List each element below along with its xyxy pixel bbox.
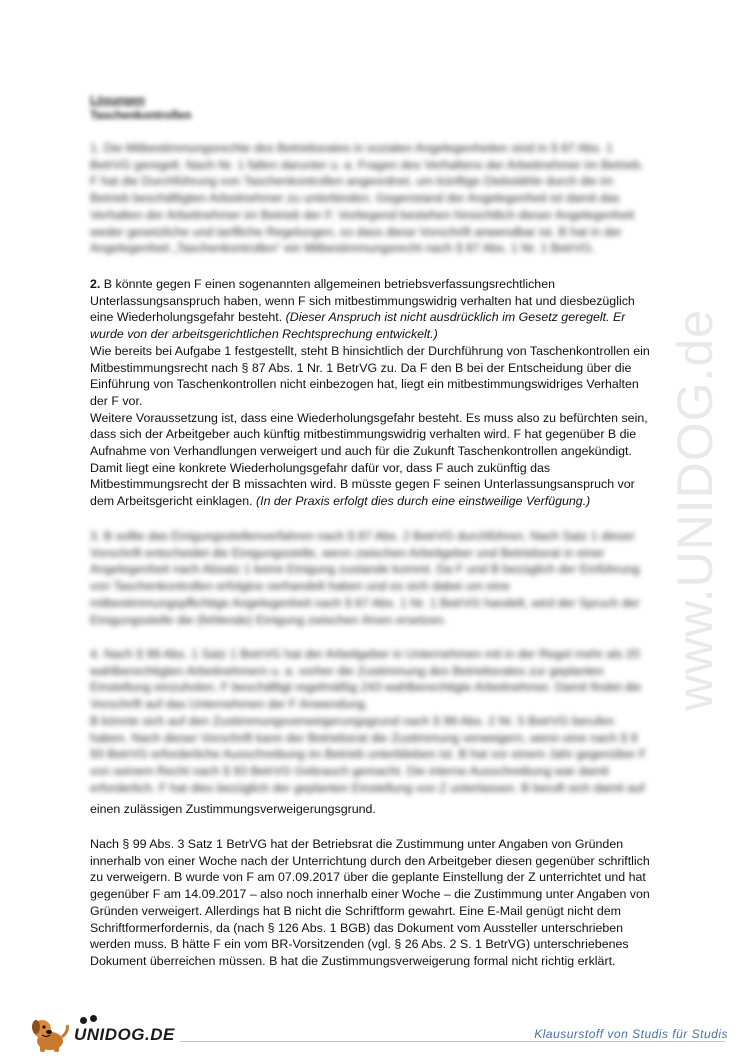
section-4-blurred [90,646,660,796]
blurred-line: Vorschrift auf das Unternehmen der F Anwendung. [90,697,369,712]
footer-tagline: Klausurstoff von Studis für Studis [534,1027,728,1041]
watermark-text: www.UNIDOG.de [667,309,723,711]
section-2-intro: B könnte gegen F einen sogenannten allgemeinen betriebsverfassungsrechtlichen Unterlassungsanspruch haben, wenn F sich mitbestimmungswidrig verhalten hat und diesbezüglich eine Wiederholungsgefahr besteht. [90,277,635,325]
blurred-line: mitbestimmungspflichtige Angelegenheit nach § 87 Abs. 1 Nr. 1 BetrVG handelt, wird der Spruch der [90,595,640,610]
section-2-paragraph-3-note: (In der Praxis erfolgt dies durch eine einstweilige Verfügung.) [256,494,591,509]
page-title: Lösungen [90,95,145,107]
blurred-line: 3. B sollte das Einigungsstellenverfahren nach § 87 Abs. 2 BetrVG durchführen. Nach Satz 1 dieser [90,529,635,543]
blurred-line: haben. Nach dieser Vorschrift kann der Betriebsrat die Zustimmung verweigern, wenn eine nach § 9 [90,730,638,745]
blurred-line: von seinem Recht nach § 93 BetrVG Gebrauch gemacht. Die interne Ausschreibung war damit [90,763,609,778]
page-subtitle: Taschenkontrollen [90,110,192,122]
section-2-intro-note: (Dieser Anspruch ist nicht ausdrücklich im Gesetz geregelt. Er wurde von der arbeitsgerichtlichen Rechtsprechung entwickelt.) [90,310,626,342]
blurred-line: Einstellung einzuholen. F beschäftigt regelmäßig 243 wahlberechtigte Arbeitnehmer. Damit findet die [90,680,642,695]
paw-icon [80,1017,87,1024]
blurred-line: 1. Die Mitbestimmungsrechte des Betriebsrates in sozialen Angelegenheiten sind in § 87 Abs. 1 [90,141,613,155]
section-5-paragraph: Nach § 99 Abs. 3 Satz 1 BetrVG hat der Betriebsrat die Zustimmung unter Angaben von Gründen innerhalb von einer Woche nach der Unterrichtung durch den Arbeitgeber diesen gegenüber schriftlich zu verweigern. B wurde von F am 07.09.2017 über die geplante Einstellung der Z unterrichtet und hat gegenüber F am 14.09.2017 – also noch innerhalb einer Woche – die Zustimmung unter Angaben von Gründen verweigert. Allerdings hat B nicht die Schriftform gewahrt. Eine E-Mail genügt nicht dem Schriftformerfordernis, da (nach § 126 Abs. 1 BGB) das Dokument vom Aussteller unterschrieben werden muss. B hätte F ein vom BR-Vorsitzenden (vgl. § 26 Abs. 2 S. 1 BetrVG) unterschriebenes Dokument überreichen müssen. B hat die Zustimmungsverweigerung formal nicht richtig erklärt. [90,837,650,968]
section-3-blurred [90,528,660,628]
section-4-tail: einen zulässigen Zustimmungsverweigerungsgrund. [90,802,376,816]
section-2 [90,276,660,510]
blurred-line: erforderlich. F hat dies bezüglich der geplanten Einstellung von Z unterlassen. B beruft sich damit auf [90,780,645,795]
paw-icon [90,1015,97,1022]
blurred-line: Betrieb beschäftigten Arbeitnehmer zu unterbinden. Gegenstand der Angelegenheit ist damit das [90,191,620,206]
blurred-line: 4. Nach § 99 Abs. 1 Satz 1 BetrVG hat der Arbeitgeber in Unternehmen mit in der Regel mehr als 20 [90,647,640,661]
blurred-line: Angelegenheit „Taschenkontrollen“ ein Mitbestimmungsrecht nach § 87 Abs. 1 Nr. 1 BetrVG. [90,241,595,256]
logo-text: UNIDOG.DE [74,1025,175,1044]
blurred-line: Einigungsstelle die (fehlende) Einigung zwischen ihnen ersetzen. [90,612,447,627]
footer-divider [180,1041,725,1042]
blurred-line: Vorschrift entscheidet die Einigungsstelle, wenn zwischen Arbeitgeber und Betriebsrat in einer [90,545,605,560]
blurred-line: F hat die Durchführung von Taschenkontrollen angeordnet, um künftige Diebstähle durch die im [90,174,614,189]
blurred-line: weder gesetzliche und tarifliche Regelungen, so dass diese Vorschrift anwendbar ist. B hat in der [90,224,622,239]
section-5 [90,836,660,970]
watermark [660,290,730,730]
blurred-line: Verhalten der Arbeitnehmer im Betrieb der F. Vorliegend bestehen hinsichtlich dieser Angelegenheit [90,207,635,222]
section-2-paragraph-2: Wie bereits bei Aufgabe 1 festgestellt, steht B hinsichtlich der Durchführung von Taschenkontrollen ein Mitbestimmungsrecht nach § 87 Abs. 1 Nr. 1 BetrVG zu. Da F den B bei der Entscheidung über die Einführung von Taschenkontrollen nicht einbezogen hat, liegt ein mitbestimmungswidriges Verhalten der F vor. [90,343,650,408]
section-2-paragraph-1 [90,276,660,343]
section-1-blurred [90,140,660,257]
blurred-line: von Taschenkontrollen erfolglos verhandelt haben und es sich dabei um eine [90,579,510,594]
blurred-line: 93 BetrVG erforderliche Ausschreibung im Betrieb unterblieben ist. B hat vor einem Jahr gegenüber F [90,747,647,762]
blurred-line: Angelegenheit nach Absatz 1 keine Einigung zustande kommt. Da F und B bezüglich der Einführung [90,562,640,577]
unidog-logo [28,1015,178,1055]
section-2-paragraph-3-text: Weitere Voraussetzung ist, dass eine Wiederholungsgefahr besteht. Es muss also zu befürchten sein, dass sich der Arbeitgeber auch künftig mitbestimmungswidrig verhalten wird. F hat gegenüber B die Aufnahme von Verhandlungen verweigert und auch für die Zukunft Taschenkontrollen angekündigt. Damit liegt eine konkrete Wiederholungsgefahr dafür vor, dass F auch zukünftig das Mitbestimmungsrecht der B missachten wird. B müsste gegen F seinen Unterlassungsanspruch vor dem Arbeitsgericht einklagen. [90,410,648,509]
blurred-line: wahlberechtigten Arbeitnehmern u. a. vorher die Zustimmung des Betriebsrates zur geplanten [90,663,604,678]
blurred-line: BetrVG geregelt. Nach Nr. 1 fallen darunter u. a. Fragen des Verhaltens der Arbeitnehmer im Betrieb. [90,157,644,172]
dog-icon [28,1015,70,1053]
blurred-line: B könnte sich auf den Zustimmungsverweigerungsgrund nach § 99 Abs. 2 Nr. 5 BetrVG berufen [90,713,615,728]
section-2-number: 2. [90,277,101,291]
section-2-paragraph-3 [90,410,660,510]
